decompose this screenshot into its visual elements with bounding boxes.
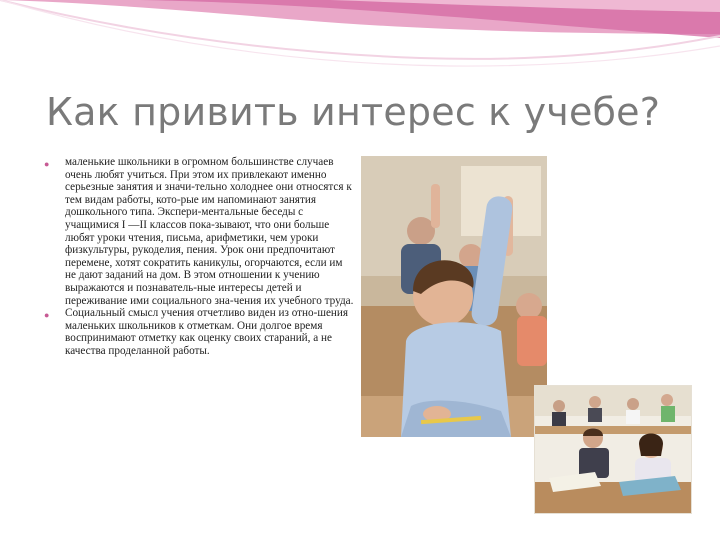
schoolboy-raising-hand-photo <box>361 156 547 437</box>
bullet-text: маленькие школьники в огромном большинстве случаев очень любят учиться. При этом их привлекают именно серьезные занятия и значи-тельно холоднее они относятся к тем видам работы, кото-рые им напоминают занятия дошкольного типа. Экспери-ментальные беседы с учащимися I —II классов пока-зывают, что они больше любят уроки чтения, письма, арифметики, чем уроки физкультуры, рукоделия, пения. Урок они предпочитают перемене, хотят сократить каникулы, огорчаются, если им не дают заданий на дом. В этом отношении к учению выражаются и познаватель-ные интересы детей и переживание ими социального зна-чения их учебного труда. <box>65 156 354 307</box>
bullet-dot-icon: ● <box>44 310 50 321</box>
bullet-dot-icon: ● <box>44 159 50 169</box>
bullet-text: Социальный смысл учения отчетливо виден из отно-шения маленьких школьников к отметкам. Они долгое время воспринимают отметку как оценку своих стараний, а не качества проделанной работы. <box>65 307 349 357</box>
bullet-list <box>44 156 356 358</box>
bullet-item <box>44 156 356 307</box>
header-decoration <box>0 0 720 70</box>
slide-title: Как привить интерес к учебе? <box>46 90 661 134</box>
bullet-item <box>44 307 356 357</box>
classroom-reading-photo <box>534 385 692 514</box>
